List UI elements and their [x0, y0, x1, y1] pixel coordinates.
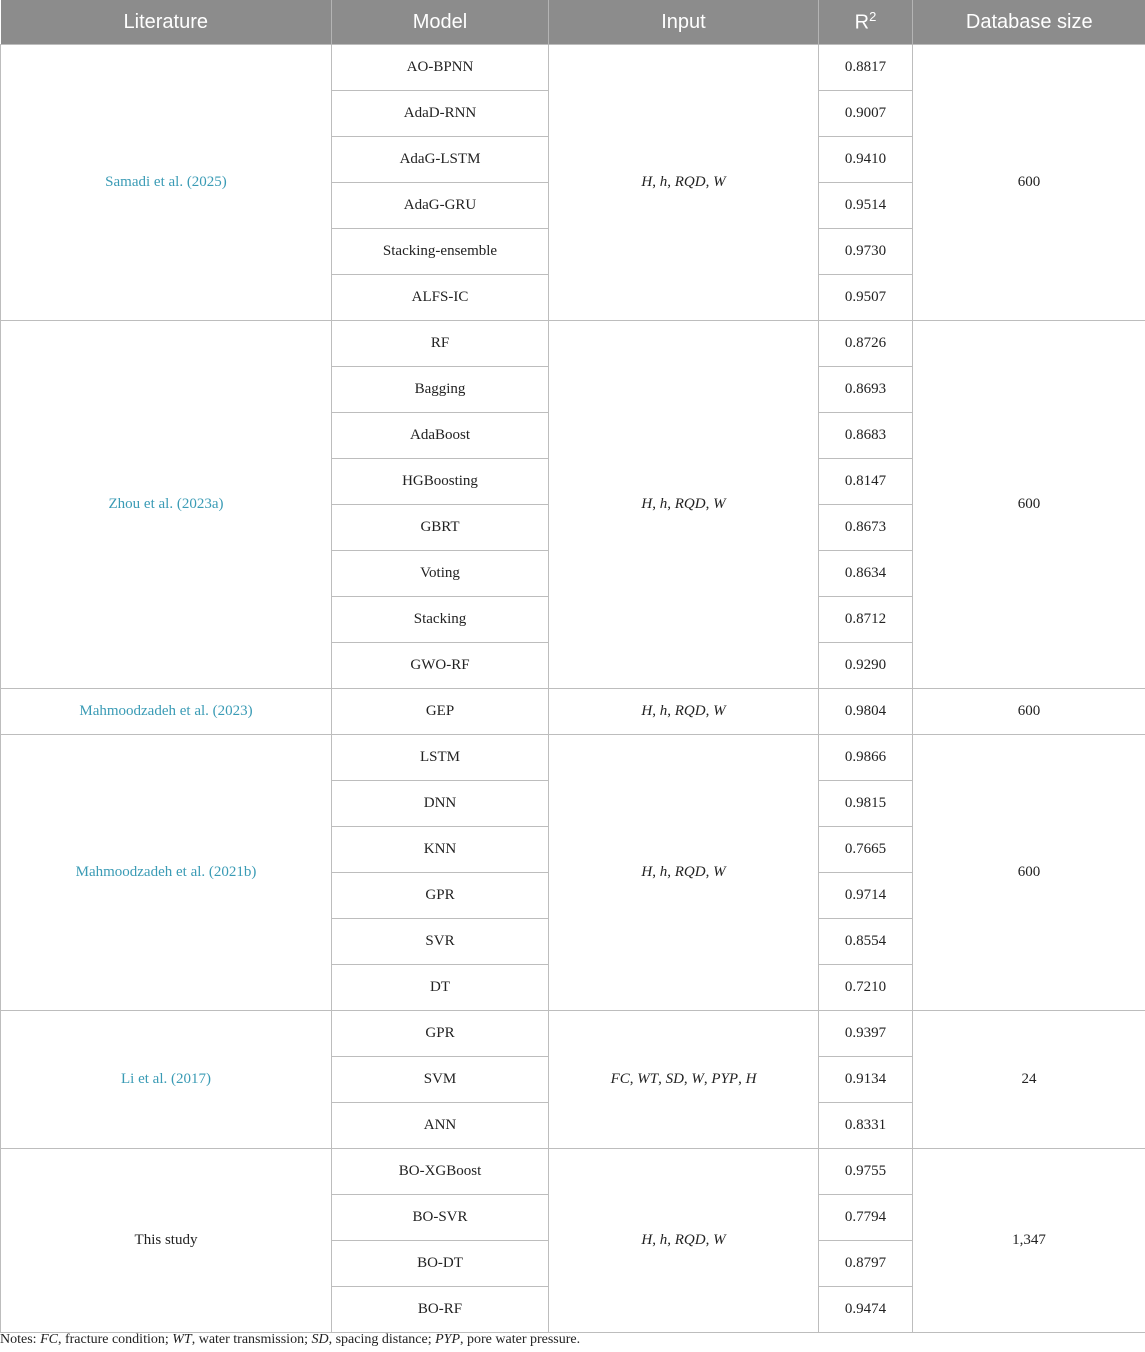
notes-separator: . — [576, 1332, 581, 1347]
table-row — [1, 45, 1145, 91]
r2-cell: 0.9290 — [819, 643, 913, 689]
literature-link[interactable]: Mahmoodzadeh et al. (2023) — [79, 703, 253, 719]
literature-link[interactable]: Zhou et al. (2023a) — [108, 496, 224, 512]
table-notes — [0, 1332, 1145, 1348]
database-size-cell: 600 — [913, 689, 1145, 735]
model-cell: Voting — [332, 551, 549, 597]
model-cell: BO-XGBoost — [332, 1149, 549, 1195]
r2-cell: 0.8331 — [819, 1103, 913, 1149]
r2-cell: 0.9514 — [819, 183, 913, 229]
literature-cell — [1, 689, 332, 735]
header-r2 — [819, 0, 913, 45]
input-variable: RQD — [674, 864, 706, 880]
r2-cell: 0.9474 — [819, 1287, 913, 1333]
database-size-cell: 24 — [913, 1011, 1145, 1149]
model-cell: AdaD-RNN — [332, 91, 549, 137]
model-cell: GBRT — [332, 505, 549, 551]
model-cell: GPR — [332, 873, 549, 919]
r2-cell: 0.8673 — [819, 505, 913, 551]
model-cell: DNN — [332, 781, 549, 827]
input-variable: RQD — [674, 496, 706, 512]
header-row — [1, 0, 1145, 45]
table-row — [1, 1011, 1145, 1057]
model-cell: AdaG-LSTM — [332, 137, 549, 183]
notes-definition: , water transmission — [191, 1332, 305, 1347]
model-cell: KNN — [332, 827, 549, 873]
r2-cell: 0.8817 — [819, 45, 913, 91]
r2-cell: 0.9866 — [819, 735, 913, 781]
r2-cell: 0.9134 — [819, 1057, 913, 1103]
header-database-size: Database size — [913, 0, 1145, 45]
notes-definition: , fracture condition — [57, 1332, 165, 1347]
notes-definition: , pore water pressure — [460, 1332, 577, 1347]
model-cell: RF — [332, 321, 549, 367]
input-variable: W — [713, 496, 726, 512]
model-cell: SVR — [332, 919, 549, 965]
input-variable: RQD — [674, 174, 706, 190]
input-cell: H, h, RQD, W — [549, 735, 819, 1011]
input-variable: h — [659, 703, 668, 719]
literature-cell — [1, 735, 332, 1011]
input-variable: RQD — [674, 703, 706, 719]
input-variable: PYP — [711, 1071, 739, 1087]
table-body — [1, 45, 1145, 1333]
input-cell: FC, WT, SD, W, PYP, H — [549, 1011, 819, 1149]
model-cell: DT — [332, 965, 549, 1011]
r2-cell: 0.9755 — [819, 1149, 913, 1195]
header-model: Model — [332, 0, 549, 45]
input-variable: H — [641, 496, 653, 512]
input-cell: H, h, RQD, W — [549, 321, 819, 689]
model-cell: GPR — [332, 1011, 549, 1057]
r2-cell: 0.9410 — [819, 137, 913, 183]
input-variable: h — [659, 864, 668, 880]
r2-cell: 0.9815 — [819, 781, 913, 827]
input-variable: FC — [610, 1071, 630, 1087]
r2-cell: 0.7665 — [819, 827, 913, 873]
database-size-cell: 600 — [913, 45, 1145, 321]
literature-link[interactable]: Mahmoodzadeh et al. (2021b) — [75, 864, 257, 880]
literature-link[interactable]: Li et al. (2017) — [121, 1071, 211, 1087]
database-size-cell: 600 — [913, 735, 1145, 1011]
model-cell: Stacking — [332, 597, 549, 643]
model-cell: BO-SVR — [332, 1195, 549, 1241]
notes-abbreviation: PYP — [435, 1332, 461, 1347]
r2-cell: 0.9804 — [819, 689, 913, 735]
notes-definition: , spacing distance — [328, 1332, 428, 1347]
input-variable: H — [641, 174, 653, 190]
input-variable: WT — [637, 1071, 659, 1087]
model-cell: HGBoosting — [332, 459, 549, 505]
notes-separator: ; — [304, 1332, 312, 1347]
r2-cell: 0.7210 — [819, 965, 913, 1011]
r2-cell: 0.8712 — [819, 597, 913, 643]
model-cell: BO-DT — [332, 1241, 549, 1287]
notes-prefix: Notes: — [0, 1332, 41, 1347]
input-variable: W — [713, 174, 726, 190]
input-variable: W — [691, 1071, 704, 1087]
r2-cell: 0.8634 — [819, 551, 913, 597]
input-variable: H — [641, 703, 653, 719]
literature-link[interactable]: Samadi et al. (2025) — [105, 174, 227, 190]
model-cell: ANN — [332, 1103, 549, 1149]
input-variable: RQD — [674, 1232, 706, 1248]
model-cell: Stacking-ensemble — [332, 229, 549, 275]
model-cell: SVM — [332, 1057, 549, 1103]
header-input: Input — [549, 0, 819, 45]
literature-cell — [1, 321, 332, 689]
database-size-cell: 1,347 — [913, 1149, 1145, 1333]
r2-cell: 0.9714 — [819, 873, 913, 919]
r2-cell: 0.9397 — [819, 1011, 913, 1057]
input-variable: W — [713, 1232, 726, 1248]
input-variable: H — [641, 864, 653, 880]
literature-cell — [1, 45, 332, 321]
input-variable: SD — [665, 1071, 684, 1087]
input-cell: H, h, RQD, W — [549, 45, 819, 321]
r2-cell: 0.9507 — [819, 275, 913, 321]
input-variable: W — [713, 864, 726, 880]
r2-cell: 0.8797 — [819, 1241, 913, 1287]
table-header — [1, 0, 1145, 45]
r2-cell: 0.8693 — [819, 367, 913, 413]
model-cell: Bagging — [332, 367, 549, 413]
model-cell: GEP — [332, 689, 549, 735]
model-cell: LSTM — [332, 735, 549, 781]
input-cell: H, h, RQD, W — [549, 689, 819, 735]
header-literature: Literature — [1, 0, 332, 45]
literature-label: This study — [134, 1232, 198, 1248]
model-cell: AdaG-GRU — [332, 183, 549, 229]
input-variable: h — [659, 496, 668, 512]
input-variable: h — [659, 174, 668, 190]
header-r2-superscript: 2 — [869, 9, 877, 25]
input-variable: h — [659, 1232, 668, 1248]
input-cell: H, h, RQD, W — [549, 1149, 819, 1333]
literature-cell — [1, 1011, 332, 1149]
model-cell: AO-BPNN — [332, 45, 549, 91]
model-cell: GWO-RF — [332, 643, 549, 689]
notes-abbreviation: SD — [311, 1332, 329, 1347]
table-row — [1, 689, 1145, 735]
r2-cell: 0.8554 — [819, 919, 913, 965]
notes-abbreviation: FC — [40, 1332, 58, 1347]
notes-separator: ; — [427, 1332, 436, 1347]
r2-cell: 0.9007 — [819, 91, 913, 137]
notes-separator: ; — [164, 1332, 173, 1347]
r2-cell: 0.8726 — [819, 321, 913, 367]
notes-abbreviation: WT — [172, 1332, 192, 1347]
literature-cell — [1, 1149, 332, 1333]
input-variable: H — [745, 1071, 757, 1087]
input-variable: W — [713, 703, 726, 719]
table-row — [1, 1149, 1145, 1195]
input-variable: H — [641, 1232, 653, 1248]
r2-cell: 0.7794 — [819, 1195, 913, 1241]
r2-cell: 0.8683 — [819, 413, 913, 459]
model-cell: AdaBoost — [332, 413, 549, 459]
header-r2-base: R — [854, 11, 870, 34]
database-size-cell: 600 — [913, 321, 1145, 689]
table-row — [1, 735, 1145, 781]
r2-cell: 0.9730 — [819, 229, 913, 275]
model-cell: ALFS-IC — [332, 275, 549, 321]
model-cell: BO-RF — [332, 1287, 549, 1333]
r2-cell: 0.8147 — [819, 459, 913, 505]
table-row — [1, 321, 1145, 367]
